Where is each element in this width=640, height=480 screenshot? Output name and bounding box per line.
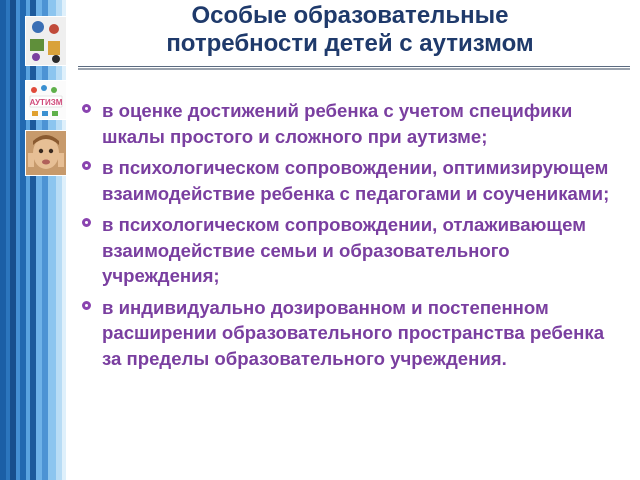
- bullet-text: в индивидуально дозированном и постепенном расширении образовательного пространства ребенка за пределы образовательного учреждения.: [102, 296, 605, 369]
- bullet-text: в психологическом сопровождении, оптимизирующем взаимодействие ребенка с педагогами и соучениками;: [102, 157, 610, 204]
- bullet-list: [78, 98, 626, 377]
- slide-title: [100, 2, 600, 58]
- left-decorative-bar: [0, 0, 66, 480]
- title-divider: [78, 68, 630, 70]
- slide-title-line-2: потребности детей с аутизмом: [166, 30, 534, 57]
- slide-title-line-1: Особые образовательные: [191, 2, 509, 29]
- bullet-text: в психологическом сопровождении, отлаживающем взаимодействие семьи и образовательного учреждения;: [102, 214, 586, 286]
- hollow-circle-bullet-icon: [82, 301, 91, 310]
- child-face-image: [25, 130, 67, 176]
- title-divider-top: [78, 66, 630, 67]
- svg-text:АУТИЗМ: АУТИЗМ: [29, 98, 63, 107]
- bullet-item: [78, 155, 626, 206]
- autism-logo-image: [25, 80, 67, 120]
- children-collage-image: [25, 16, 67, 66]
- bullet-text: в оценке достижений ребенка с учетом специфики шкалы простого и сложного при аутизме;: [102, 100, 573, 147]
- bullet-item: [78, 295, 626, 372]
- hollow-circle-bullet-icon: [82, 218, 91, 227]
- bullet-item: [78, 212, 626, 289]
- hollow-circle-bullet-icon: [82, 104, 91, 113]
- hollow-circle-bullet-icon: [82, 161, 91, 170]
- bullet-item: [78, 98, 626, 149]
